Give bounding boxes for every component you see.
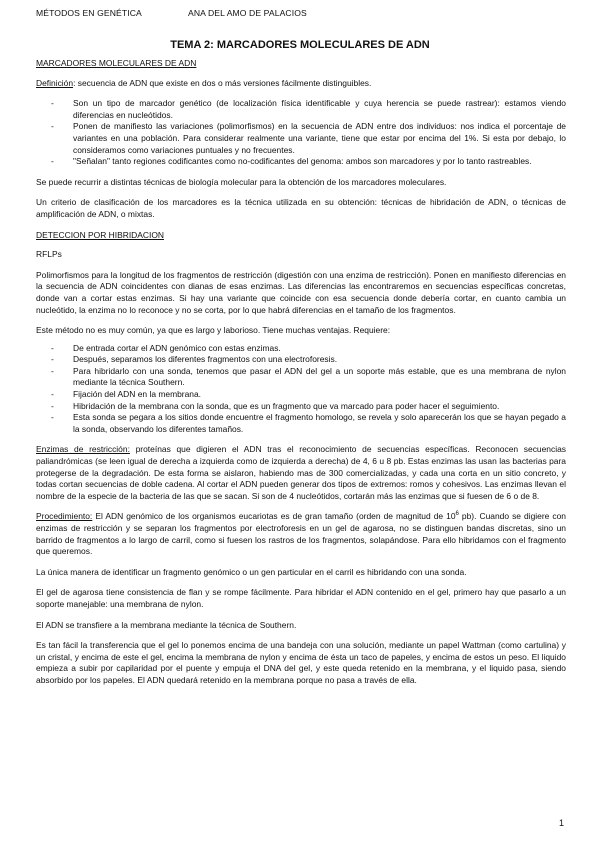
header-author: ANA DEL AMO DE PALACIOS xyxy=(188,8,307,18)
paragraph: La única manera de identificar un fragmento genómico o un gen particular en el carril es hibridando con una sonda. xyxy=(36,566,467,577)
steps-bullet-list xyxy=(36,343,566,436)
list-item: - Para hibridarlo con una sonda, tenemos que pasar el ADN del gel a un soporte más estable, que es una membrana de nylon mediante la técnica Southern. xyxy=(73,366,566,389)
list-item: - Fijación del ADN en la membrana. xyxy=(73,389,566,401)
list-item: - De entrada cortar el ADN genómico con estas enzimas. xyxy=(73,343,566,355)
list-item: - "Señalan" tanto regiones codificantes como no-codificantes del genoma: ambos son marcadores y por lo tanto rastreables. xyxy=(73,156,566,168)
list-item: - Después, separamos los diferentes fragmentos con una electroforesis. xyxy=(73,354,566,366)
paragraph: Un criterio de clasificación de los marcadores es la técnica utilizada en su obtención: técnicas de hibridación de ADN, o técnicas de amplificación de ADN, o mixtas. xyxy=(36,197,566,219)
marcadores-bullet-list xyxy=(36,98,566,168)
paragraph: Es tan fácil la transferencia que el gel lo ponemos encima de una bandeja con una solución, mediante un papel Wattman (como cartulina) y un cristal, y encima de este el gel, encima la membrana de nylon y encima de ésta un taco de papeles, y encima de estos un peso. El liquido empieza a subir por capilaridad por el puente y empuja el DNA del gel, y este queda retenido en la membrana, y el liquido pasa, siendo absorbido por los papeles. El ADN quedará retenido en la membrana porque no pasa a través de ella. xyxy=(36,640,566,685)
list-item: - Esta sonda se pegara a los sitios donde encuentre el fragmento homologo, se revela y solo aparecerán los que se hayan pegado a la sonda, observando los diferentes tamaños. xyxy=(73,412,566,435)
definition-text: : secuencia de ADN que existe en dos o más versiones fácilmente distinguibles. xyxy=(73,77,372,88)
definition-paragraph xyxy=(36,78,566,90)
procedimiento-text-b: pb). Cuando se digiere con enzimas de restricción y se separan los fragmentos por electroforesis en un gel de agarosa, no se distinguen bandas discretas, sino un barrido de fragmentos a lo largo de carril, como si fuesen los rastros de los fragmentos, solapándose. Para ello hibridamos con el fragmento que queremos. xyxy=(36,511,566,557)
enzimas-text: proteínas que digieren el ADN tras el reconocimiento de secuencias específicas. Reconocen secuencias paliandrómicas (se leen igual de derecha a izquierda como de izquierda a derecha) de 4, 6 u 8 pb. Estas enzimas las usan las bacterias para protegerse de la degradación. De esta forma se aislaron, habiendo mas de 300 comercializadas, y cada una corta en un sitio concreto, y todas cortan secuencias de doble cadena. Al cortar el ADN pueden generar dos tipos de extremos: romos y cohesivos. Las enzimas llevan el nombre de la especie de la bacteria de las que se sacan. Si son de 4 nucleótidos, cortarán más las enzimas que si fuesen de 6 o de 8. xyxy=(36,444,566,501)
procedimiento-superscript: 6 xyxy=(455,511,459,518)
document-body xyxy=(36,58,566,696)
enzimas-label: Enzimas de restricción: xyxy=(36,444,130,455)
section-heading-marcadores: MARCADORES MOLECULARES DE ADN xyxy=(36,58,197,68)
subheading-rflps: RFLPs xyxy=(36,249,62,260)
paragraph: Polimorfismos para la longitud de los fragmentos de restricción (digestión con una enzima de restricción). Ponen en manifiesto diferencias en la secuencia de ADN coincidentes con dianas de esas enzimas. Las diferencias las encontraremos en secuencias específicas concretas, donde van a cortar estas enzimas. Si hay una variante que coincide con esa secuencia donde debería cortar, en cuanto cambia un nucleótido, la enzima no lo reconoce y no se corta, por lo que habrá diferencias en el tamaño de los fragmentos. xyxy=(36,269,566,315)
procedimiento-label: Procedimiento: xyxy=(36,511,93,522)
paragraph: Este método no es muy común, ya que es largo y laborioso. Tiene muchas ventajas. Requiere: xyxy=(36,325,391,336)
procedimiento-text-a: El ADN genómico de los organismos eucariotas es de gran tamaño (orden de magnitud de 10 xyxy=(92,511,456,522)
list-item: - Ponen de manifiesto las variaciones (polimorfismos) en la secuencia de ADN entre dos individuos: nos indica el porcentaje de variantes en una población. Para considerar realmente una variante, tiene que estar por encima del 1%. Si esta por debajo, lo consideramos como variaciones puntuales y no frecuentes. xyxy=(73,121,566,156)
document-title: TEMA 2: MARCADORES MOLECULARES DE ADN xyxy=(170,39,430,51)
paragraph: El gel de agarosa tiene consistencia de flan y se rompe fácilmente. Para hibridar el ADN contenido en el gel, primero hay que pasarlo a un soporte manejable: una membrana de nylon. xyxy=(36,587,566,609)
list-item: - Hibridación de la membrana con la sonda, que es un fragmento que va marcado para poder hacer el seguimiento. xyxy=(73,401,566,413)
list-item: - Son un tipo de marcador genético (de localización física identificable y cuya herencia se puede rastrear): estamos viendo diferencias en nucleótidos. xyxy=(73,98,566,121)
enzimas-paragraph xyxy=(36,444,566,502)
page-number: 1 xyxy=(558,818,564,828)
procedimiento-paragraph xyxy=(36,511,566,557)
paragraph: Se puede recurrir a distintas técnicas de biología molecular para la obtención de los marcadores moleculares. xyxy=(36,176,447,187)
section-heading-hibridacion: DETECCION POR HIBRIDACION xyxy=(36,229,164,240)
header-course: MÉTODOS EN GENÉTICA xyxy=(36,8,142,18)
definition-label: Definición xyxy=(36,77,74,88)
paragraph: El ADN se transfiere a la membrana mediante la técnica de Southern. xyxy=(36,619,297,630)
